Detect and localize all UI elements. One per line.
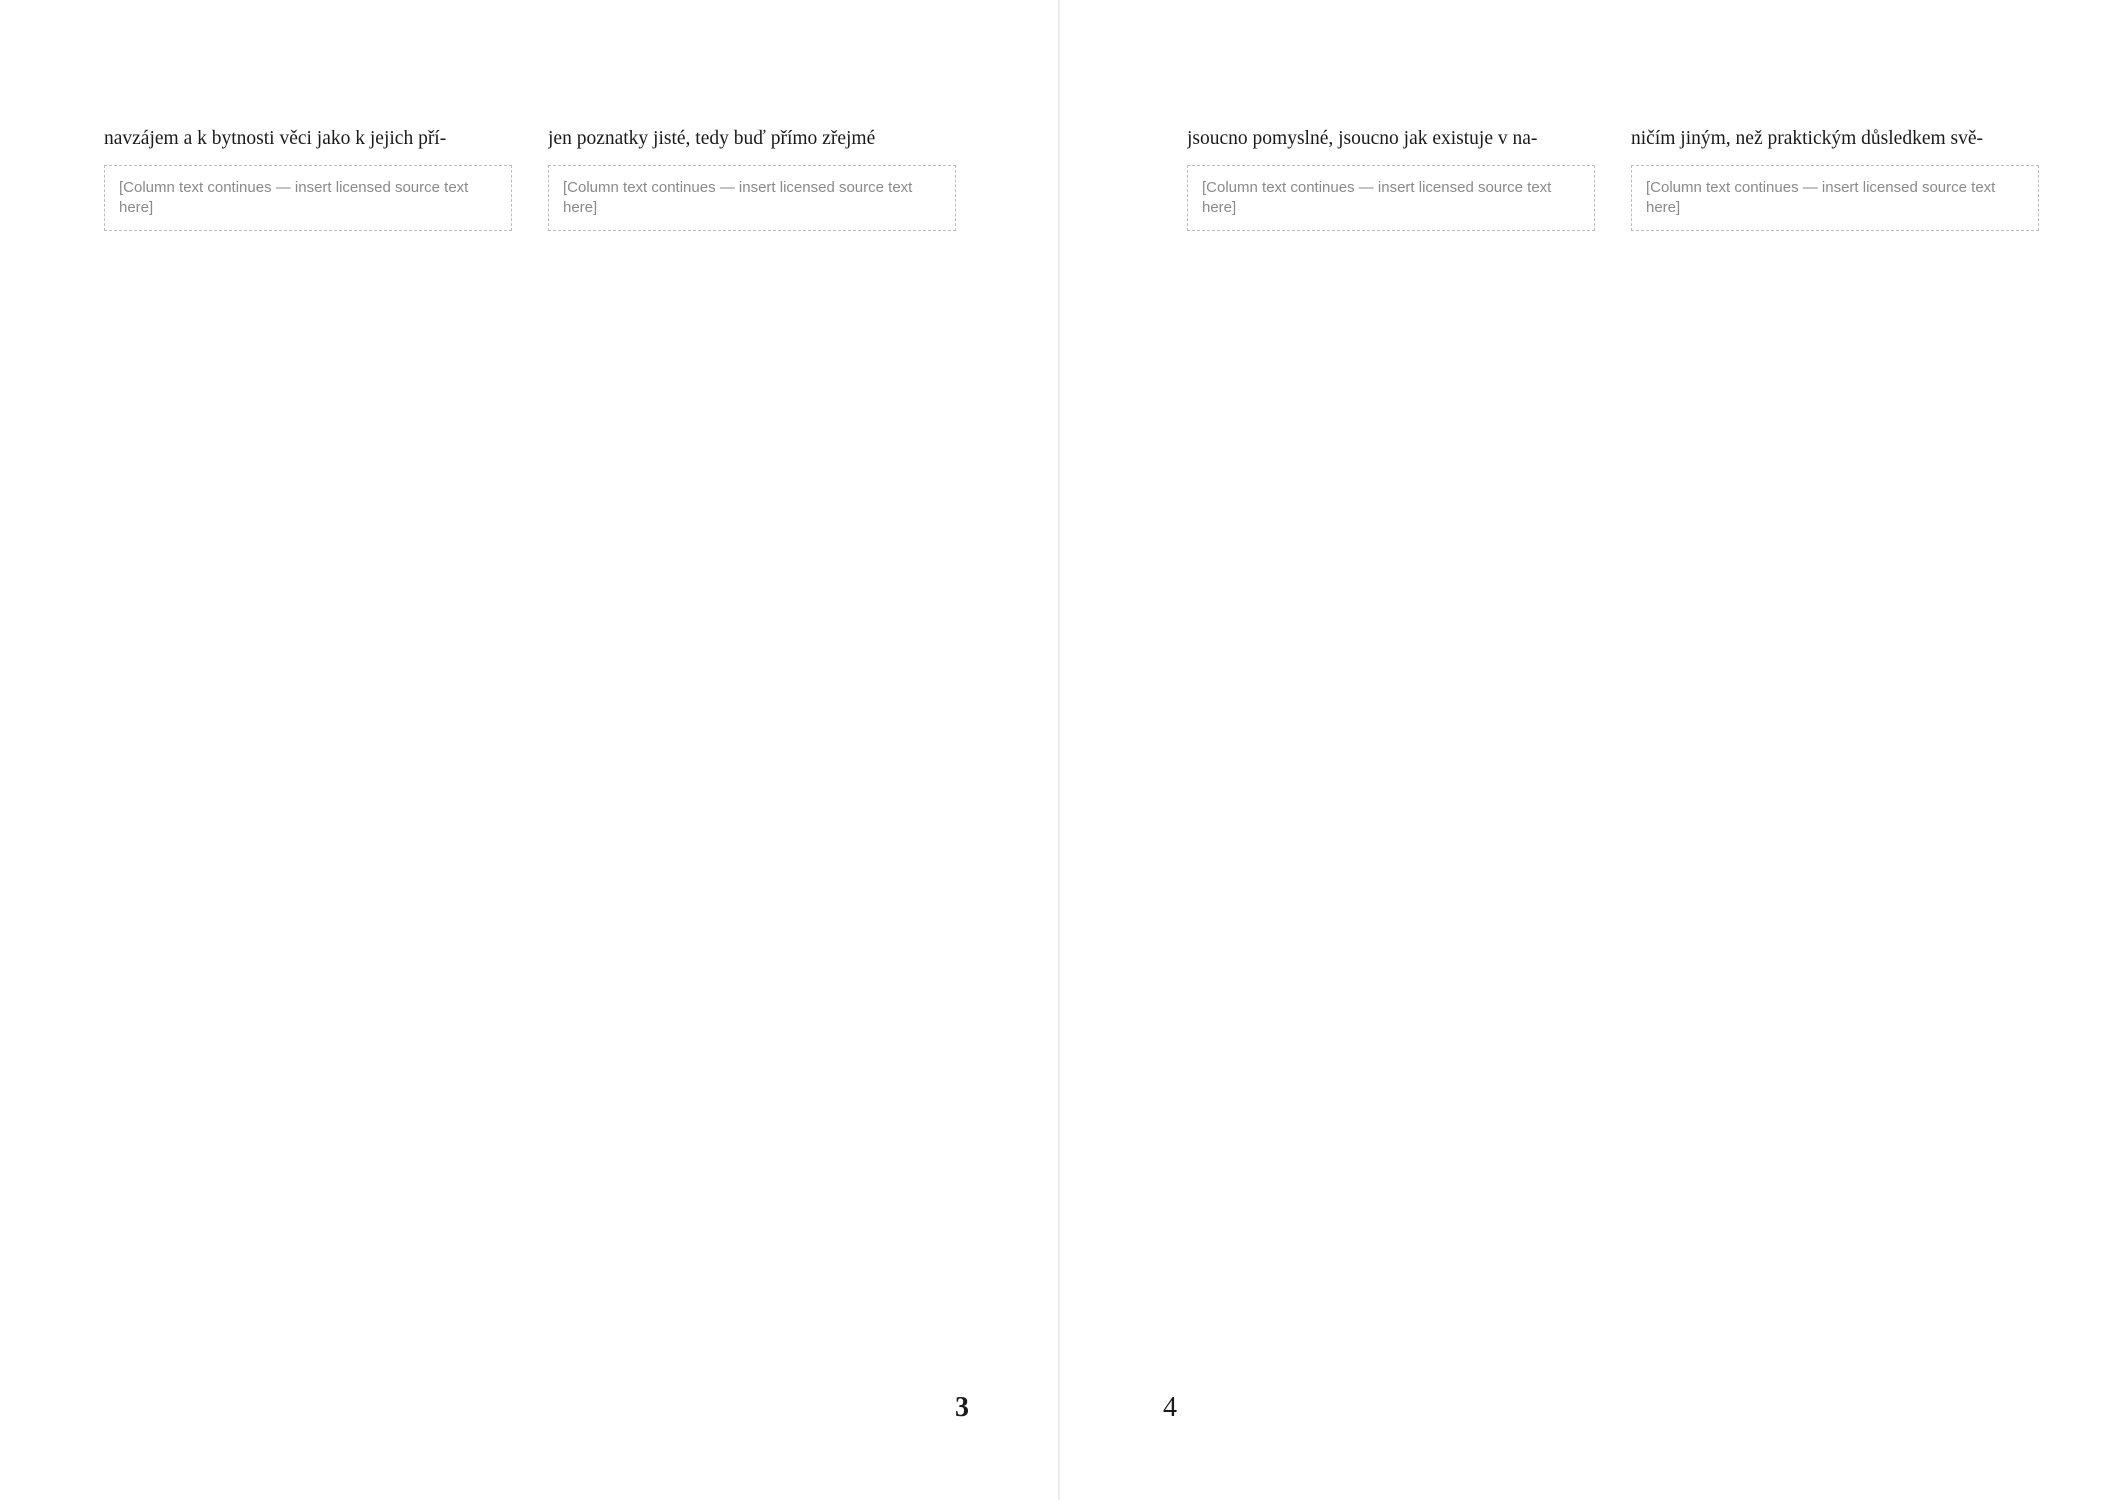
- page-number: 4: [1163, 1392, 1177, 1423]
- column-text-placeholder: [Column text continues — insert licensed source text here]: [548, 165, 956, 231]
- right-page-column-2: [1631, 128, 2039, 1378]
- right-page: [1059, 0, 2118, 1500]
- column-text-placeholder: [Column text continues — insert licensed source text here]: [104, 165, 512, 231]
- left-page-column-1: [104, 128, 512, 1378]
- column-text-placeholder: [Column text continues — insert licensed source text here]: [1187, 165, 1595, 231]
- column-text-placeholder: [Column text continues — insert licensed source text here]: [1631, 165, 2039, 231]
- column-opening-line: navzájem a k bytnosti věci jako k jejich pří-: [104, 128, 447, 149]
- left-page-column-2: [548, 128, 956, 1378]
- column-opening-line: jen poznatky jisté, tedy buď přímo zřejmé: [548, 128, 876, 149]
- column-opening-line: jsoucno pomyslné, jsoucno jak existuje v na-: [1187, 128, 1538, 149]
- right-page-column-1: [1187, 128, 1595, 1378]
- page-number: 3: [955, 1392, 969, 1423]
- column-opening-line: ničím jiným, než praktickým důsledkem svě-: [1631, 128, 1983, 149]
